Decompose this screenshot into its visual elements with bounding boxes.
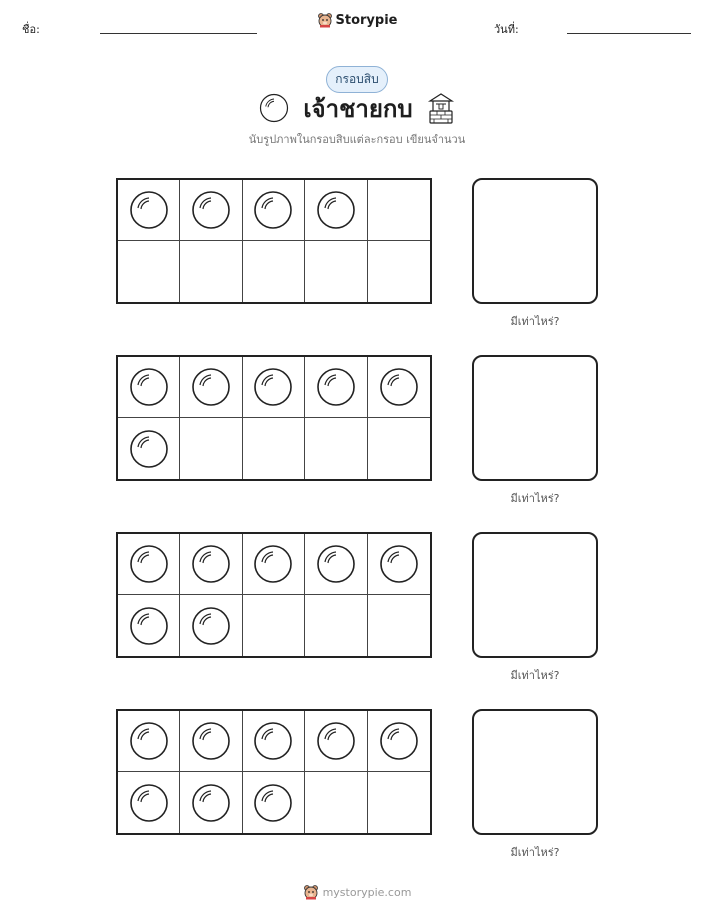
- date-line[interactable]: [567, 33, 691, 34]
- bear-logo-icon: [303, 884, 319, 900]
- frame-cell: [180, 595, 242, 656]
- frame-cell: [180, 418, 242, 479]
- frame-cell: [118, 595, 180, 656]
- frame-cell: [368, 772, 430, 833]
- bubble-icon: [253, 367, 293, 407]
- bubble-icon: [379, 367, 419, 407]
- frame-cell: [305, 357, 367, 418]
- frame-cell: [368, 418, 430, 479]
- bubble-icon: [129, 190, 169, 230]
- answer-label-2: มีเท่าไหร่?: [510, 492, 560, 505]
- ten-frame-2: [116, 355, 432, 481]
- bubble-icon: [129, 721, 169, 761]
- frame-cell: [305, 595, 367, 656]
- bubble-icon: [253, 544, 293, 584]
- frame-cell: [243, 711, 305, 772]
- ten-frame-4: [116, 709, 432, 835]
- frame-cell: [305, 180, 367, 241]
- bubble-icon: [129, 606, 169, 646]
- frame-cell: [118, 180, 180, 241]
- answer-box-4[interactable]: [472, 709, 598, 835]
- date-label: วันที่:: [494, 23, 519, 36]
- bubble-icon: [379, 721, 419, 761]
- bubble-icon: [253, 190, 293, 230]
- name-label: ชื่อ:: [22, 23, 40, 36]
- bubble-icon: [379, 544, 419, 584]
- bear-logo-icon: [317, 12, 333, 28]
- bubble-icon: [316, 721, 356, 761]
- frame-cell: [243, 180, 305, 241]
- bubble-icon: [129, 783, 169, 823]
- frame-cell: [305, 241, 367, 302]
- name-line[interactable]: [100, 33, 257, 34]
- frame-cell: [118, 418, 180, 479]
- brand-logo: [0, 12, 714, 28]
- frame-cell: [305, 534, 367, 595]
- frame-cell: [368, 534, 430, 595]
- well-icon: [427, 91, 455, 125]
- frame-cell: [368, 595, 430, 656]
- frame-cell: [180, 772, 242, 833]
- answer-label-1: มีเท่าไหร่?: [510, 315, 560, 328]
- frame-cell: [118, 534, 180, 595]
- frame-cell: [180, 357, 242, 418]
- bubble-icon: [253, 721, 293, 761]
- frame-cell: [368, 357, 430, 418]
- frame-cell: [243, 595, 305, 656]
- frame-cell: [118, 711, 180, 772]
- answer-label-4: มีเท่าไหร่?: [510, 846, 560, 859]
- ten-frame-3: [116, 532, 432, 658]
- frame-cell: [305, 418, 367, 479]
- frame-cell: [243, 357, 305, 418]
- bubble-icon: [129, 367, 169, 407]
- bubble-icon: [191, 367, 231, 407]
- answer-box-1[interactable]: [472, 178, 598, 304]
- bubble-icon: [129, 544, 169, 584]
- frame-cell: [243, 534, 305, 595]
- frame-cell: [368, 711, 430, 772]
- frame-cell: [305, 772, 367, 833]
- bubble-icon: [316, 190, 356, 230]
- title-row: [0, 88, 714, 128]
- instructions: นับรูปภาพในกรอบสิบแต่ละกรอบ เขียนจำนวน: [248, 133, 466, 146]
- frame-cell: [118, 241, 180, 302]
- answer-box-3[interactable]: [472, 532, 598, 658]
- bubble-icon: [253, 783, 293, 823]
- frame-cell: [243, 772, 305, 833]
- bubble-icon: [316, 367, 356, 407]
- frame-cell: [180, 711, 242, 772]
- bubble-icon: [129, 429, 169, 469]
- bubble-icon: [191, 606, 231, 646]
- bubble-icon: [316, 544, 356, 584]
- answer-box-2[interactable]: [472, 355, 598, 481]
- bubble-icon: [191, 190, 231, 230]
- frame-cell: [118, 772, 180, 833]
- frame-cell: [305, 711, 367, 772]
- topic-tag: กรอบสิบ: [326, 66, 388, 93]
- frame-cell: [180, 534, 242, 595]
- footer: [0, 884, 714, 900]
- bubble-icon: [259, 93, 289, 123]
- frame-cell: [180, 241, 242, 302]
- bubble-icon: [191, 544, 231, 584]
- brand-name: Storypie: [335, 12, 398, 28]
- frame-cell: [368, 180, 430, 241]
- frame-cell: [368, 241, 430, 302]
- frame-cell: [243, 418, 305, 479]
- bubble-icon: [191, 721, 231, 761]
- footer-site: mystorypie.com: [322, 885, 412, 899]
- bubble-icon: [191, 783, 231, 823]
- frame-cell: [118, 357, 180, 418]
- frame-cell: [243, 241, 305, 302]
- ten-frame-1: [116, 178, 432, 304]
- page-title: เจ้าชายกบ: [303, 94, 413, 123]
- frame-cell: [180, 180, 242, 241]
- answer-label-3: มีเท่าไหร่?: [510, 669, 560, 682]
